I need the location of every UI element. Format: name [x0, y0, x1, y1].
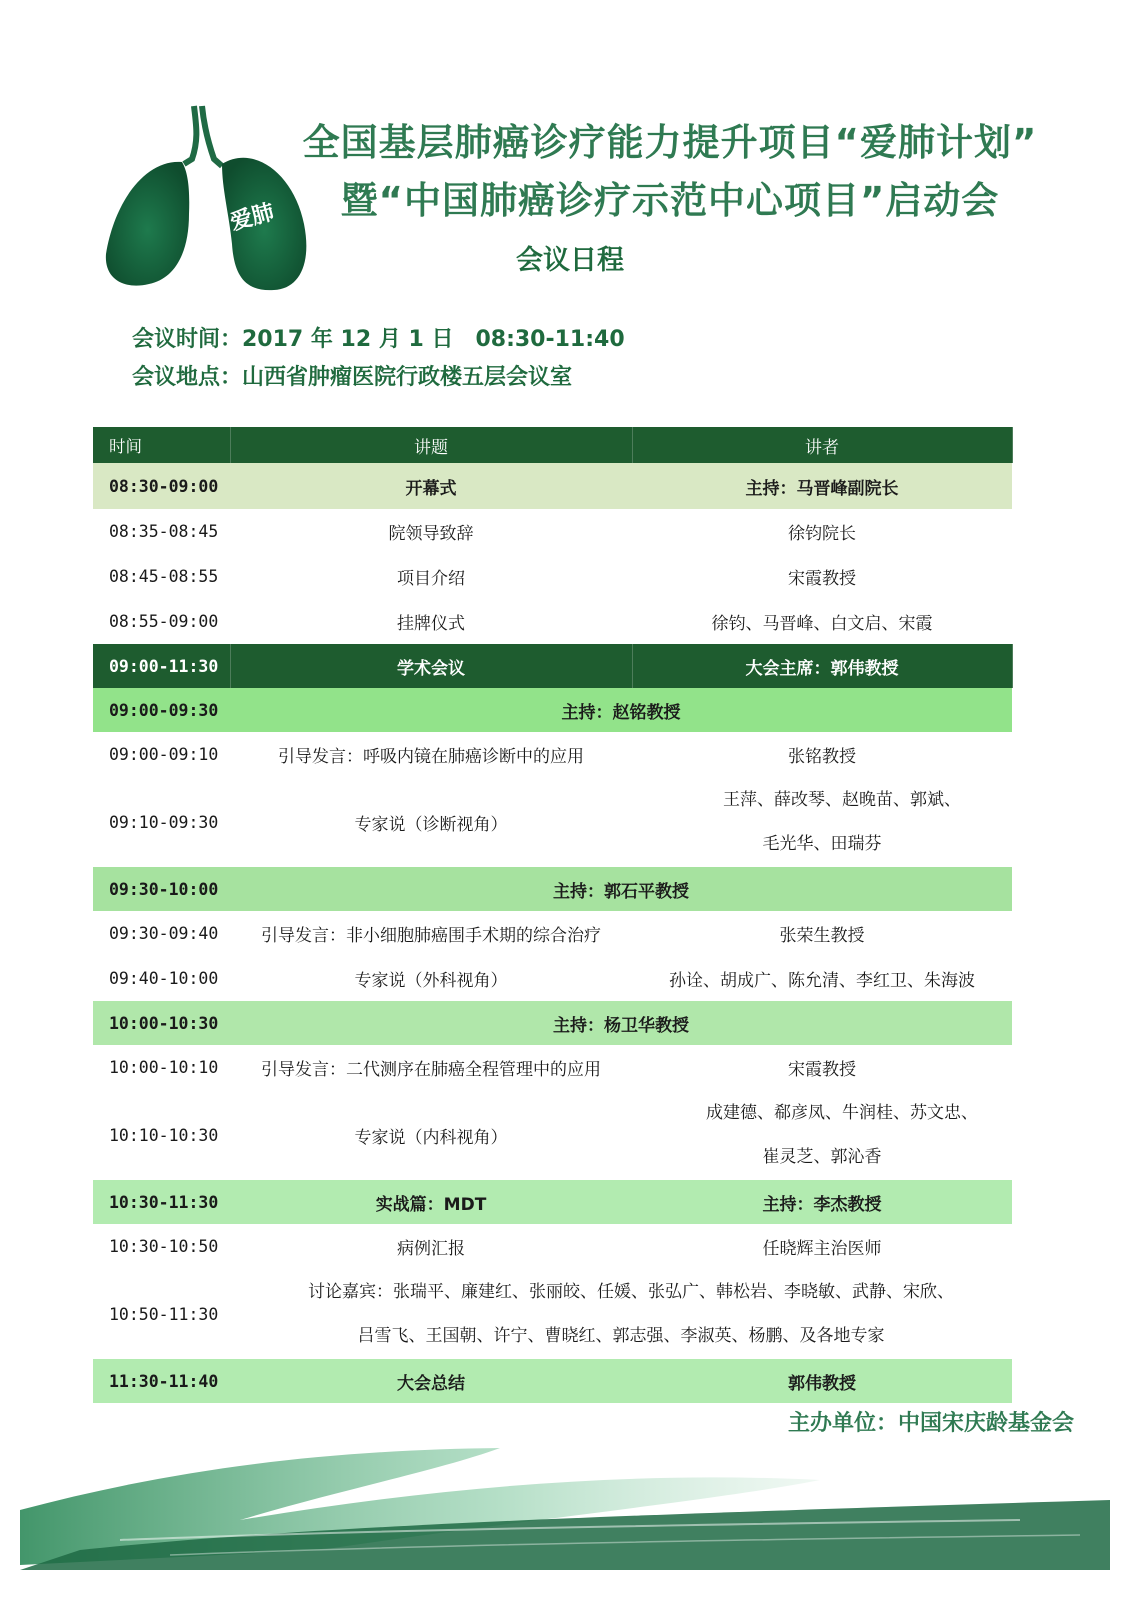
page-title-line1: 全国基层肺癌诊疗能力提升项目“爱肺计划” [302, 121, 1038, 164]
speaker-line2: 崔灵芝、郭沁香 [762, 1147, 882, 1167]
cell-time: 10:10-10:30 [109, 1125, 219, 1145]
cell-time: 09:00-11:30 [93, 644, 230, 688]
table-row [93, 688, 1012, 732]
cell-speaker: 任晓辉主治医师 [762, 1239, 882, 1259]
cell-speaker: 孙诠、胡成广、陈允清、李红卫、朱海波 [669, 971, 975, 991]
cell-speaker: 宋霞教授 [788, 1060, 856, 1080]
organizer-label: 主办单位：中国宋庆龄基金会 [788, 1411, 1075, 1436]
cell-time: 09:10-09:30 [109, 812, 219, 832]
cell-topic: 挂牌仪式 [397, 614, 465, 634]
table-row [93, 1269, 1012, 1359]
cell-time: 08:30-09:00 [93, 463, 230, 509]
cell-time: 10:30-11:30 [93, 1180, 230, 1224]
cell-time: 08:55-09:00 [109, 612, 219, 631]
table-row [93, 463, 1012, 509]
table-row [93, 867, 1012, 911]
table-row [93, 732, 1012, 777]
cell-topic: 专家说（外科视角） [354, 971, 508, 991]
cell-session-host: 主持：杨卫华教授 [230, 1001, 1012, 1045]
cell-speaker [632, 777, 1012, 867]
cell-topic: 引导发言：二代测序在肺癌全程管理中的应用 [261, 1060, 601, 1080]
table-row [93, 554, 1012, 599]
table-row [93, 509, 1012, 554]
table-row [93, 599, 1012, 644]
cell-speaker: 主持：马晋峰副院长 [632, 463, 1012, 509]
cell-topic: 项目介绍 [397, 569, 465, 589]
cell-discussion-guests [230, 1269, 1012, 1359]
header-speaker: 讲者 [632, 427, 1012, 463]
guests-line1: 讨论嘉宾：张瑞平、廉建红、张丽皎、任媛、张弘广、韩松岩、李晓敏、武静、宋欣、 [308, 1282, 954, 1302]
cell-time: 09:00-09:30 [93, 688, 230, 732]
meeting-time: 会议时间：2017 年 12 月 1 日 08:30-11:40 [132, 327, 625, 352]
table-row [93, 956, 1012, 1001]
table-row [93, 1359, 1012, 1403]
cell-speaker: 宋霞教授 [788, 569, 856, 589]
cell-speaker: 徐钧院长 [788, 524, 856, 544]
meeting-place: 会议地点：山西省肿瘤医院行政楼五层会议室 [132, 365, 573, 390]
cell-speaker: 大会主席：郭伟教授 [632, 644, 1012, 688]
cell-topic: 院领导致辞 [388, 524, 474, 544]
cell-speaker: 主持：李杰教授 [632, 1180, 1012, 1224]
cell-topic: 引导发言：呼吸内镜在肺癌诊断中的应用 [278, 747, 584, 767]
page-title-line2: 暨“中国肺癌诊疗示范中心项目”启动会 [340, 179, 1000, 222]
cell-time: 09:00-09:10 [109, 745, 219, 764]
cell-time: 09:30-09:40 [109, 924, 219, 943]
cell-time: 08:35-08:45 [109, 522, 219, 541]
header-time: 时间 [93, 427, 230, 463]
cell-topic: 学术会议 [230, 644, 632, 688]
cell-time: 10:00-10:10 [109, 1058, 219, 1077]
cell-time: 09:40-10:00 [109, 969, 219, 988]
decorative-brush-strokes [20, 1430, 1110, 1570]
cell-topic: 引导发言：非小细胞肺癌围手术期的综合治疗 [261, 926, 601, 946]
cell-time: 10:30-10:50 [109, 1237, 219, 1256]
cell-topic: 专家说（内科视角） [354, 1127, 508, 1148]
table-row [93, 1090, 1012, 1180]
cell-speaker: 徐钧、马晋峰、白文启、宋霞 [711, 614, 933, 634]
cell-topic: 病例汇报 [397, 1239, 465, 1259]
table-row [93, 911, 1012, 956]
cell-speaker: 郭伟教授 [632, 1359, 1012, 1403]
cell-time: 11:30-11:40 [93, 1359, 230, 1403]
cell-session-host: 主持：郭石平教授 [230, 867, 1012, 911]
cell-time: 08:45-08:55 [109, 567, 219, 586]
cell-topic: 专家说（诊断视角） [354, 814, 508, 835]
cell-time: 09:30-10:00 [93, 867, 230, 911]
cell-speaker [632, 1090, 1012, 1180]
speaker-line1: 成建德、郗彦凤、牛润桂、苏文忠、 [706, 1103, 978, 1123]
speaker-line1: 王萍、薛改琴、赵晚苗、郭斌、 [723, 790, 961, 810]
guests-line2: 吕雪飞、王国朝、许宁、曹晓红、郭志强、李淑英、杨鹏、及各地专家 [357, 1326, 885, 1346]
cell-topic: 实战篇：MDT [230, 1180, 632, 1224]
table-row [93, 1180, 1012, 1224]
cell-time: 10:50-11:30 [109, 1304, 219, 1324]
table-row [93, 1045, 1012, 1090]
cell-session-host: 主持：赵铭教授 [230, 688, 1012, 732]
table-row [93, 777, 1012, 867]
table-row [93, 1224, 1012, 1269]
cell-speaker: 张荣生教授 [779, 926, 865, 946]
schedule-table [93, 427, 1013, 1403]
cell-topic: 大会总结 [230, 1359, 632, 1403]
table-row [93, 1001, 1012, 1045]
page-subtitle: 会议日程 [516, 245, 624, 276]
table-header-row [93, 427, 1012, 463]
header-topic: 讲题 [230, 427, 632, 463]
cell-topic: 开幕式 [230, 463, 632, 509]
cell-time: 10:00-10:30 [93, 1001, 230, 1045]
logo-text: 爱肺 [227, 198, 277, 236]
cell-speaker: 张铭教授 [788, 747, 856, 767]
speaker-line2: 毛光华、田瑞芬 [762, 834, 882, 854]
table-row [93, 644, 1012, 688]
